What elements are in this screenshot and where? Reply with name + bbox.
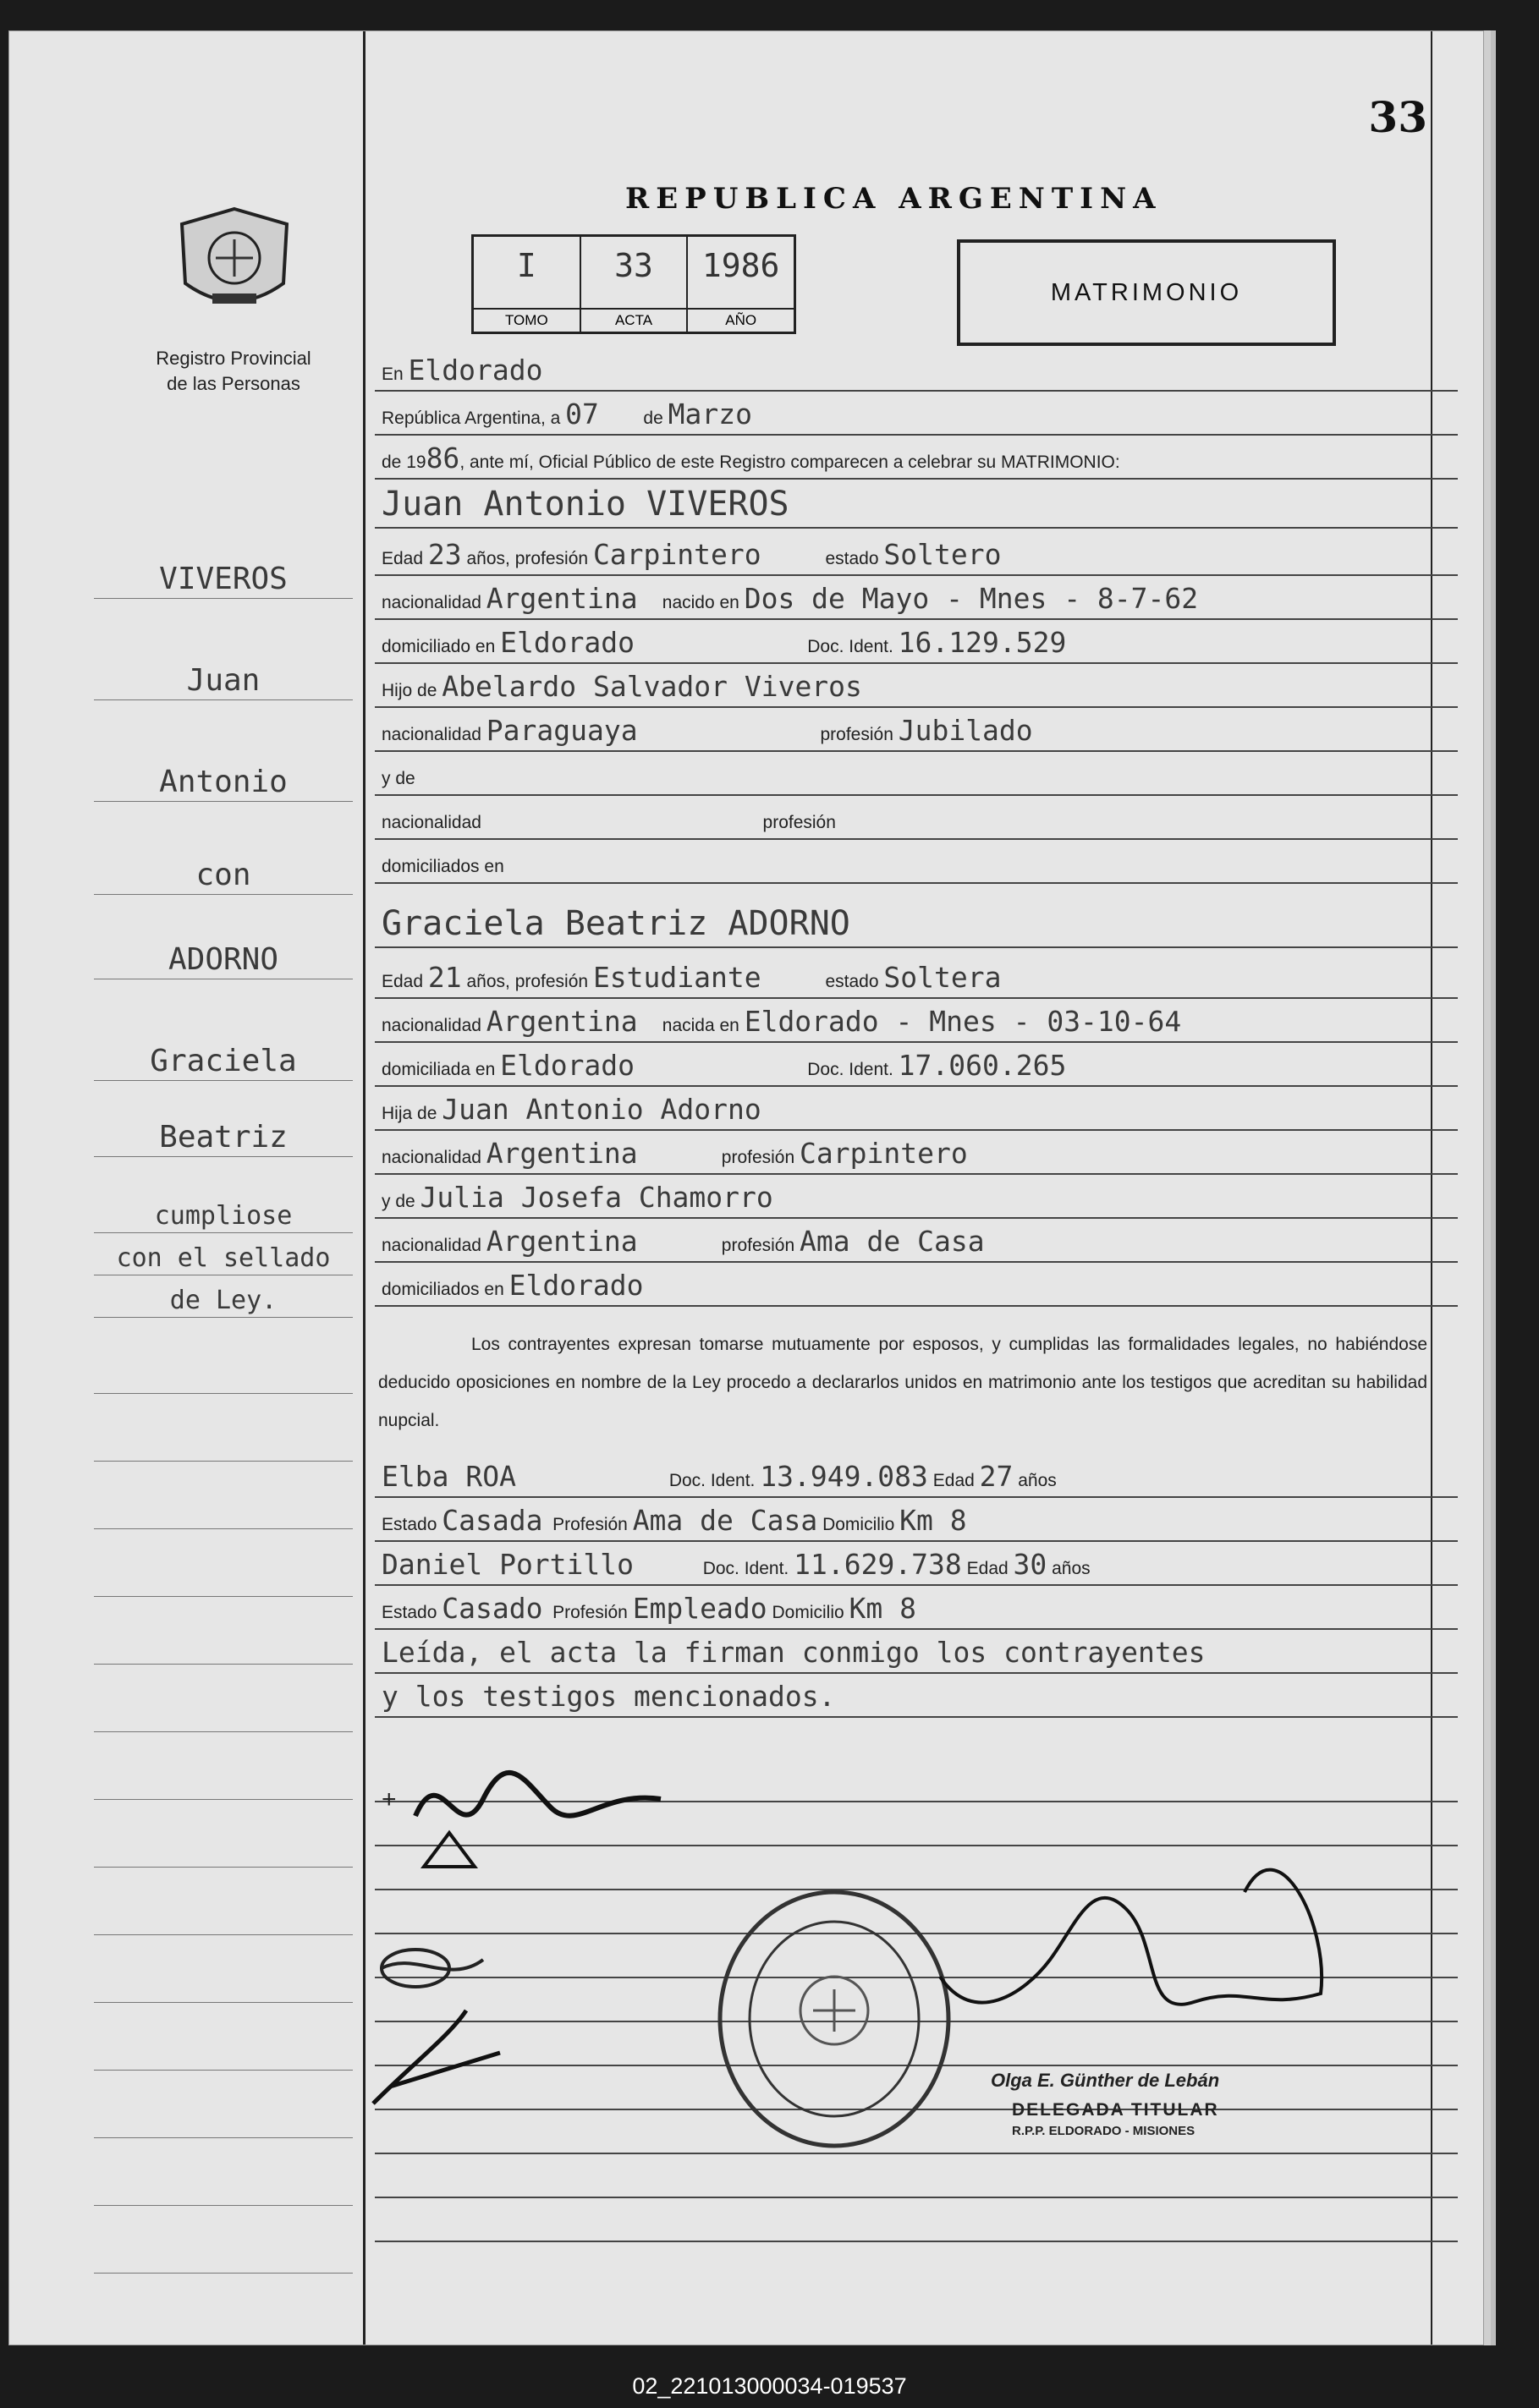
official-signature-icon: [923, 1824, 1346, 2078]
margin-note: Antonio: [94, 759, 353, 802]
acta-value: 33: [614, 247, 653, 284]
bride-dom-row: domiciliada en Eldorado Doc. Ident. 17.060.265: [375, 1041, 1458, 1087]
groom-name: Juan Antonio VIVEROS: [382, 485, 789, 524]
official-name: Olga E. Günther de Lebán: [991, 2070, 1220, 2091]
witness1-row: Elba ROA Doc. Ident. 13.949.083 Edad 27 años: [375, 1452, 1458, 1498]
groom-mother-row: y de: [375, 750, 1458, 796]
country-title: REPUBLICA ARGENTINA: [625, 182, 1162, 216]
bride-father-row: Hija de Juan Antonio Adorno: [375, 1085, 1458, 1131]
registry-line-1: Registro Provincial: [156, 348, 311, 369]
bride-age-row: Edad 21 años, profesión Estudiante estado Soltera: [375, 953, 1458, 999]
margin-note: de Ley.: [94, 1275, 353, 1318]
ano-label: AÑO: [688, 308, 794, 332]
registry-name: [94, 346, 373, 397]
closing-row-2: y los testigos mencionados.: [375, 1672, 1458, 1718]
bride-name-row: [375, 902, 1458, 948]
groom-dom-row: domiciliado en Eldorado Doc. Ident. 16.129.529: [375, 618, 1458, 664]
groom-name-row: [375, 483, 1458, 529]
margin-note: con el sellado: [94, 1232, 353, 1275]
bride-parents-dom-row: domiciliados en Eldorado: [375, 1261, 1458, 1307]
province-seal-icon: [172, 206, 297, 319]
bride-mother-row: y de Julia Josefa Chamorro: [375, 1173, 1458, 1219]
witness2-row: Daniel Portillo Doc. Ident. 11.629.738 Edad 30 años: [375, 1540, 1458, 1586]
groom-parents-dom-row: domiciliados en: [375, 838, 1458, 884]
witness-signatures-icon: [365, 1934, 551, 2120]
witness2-detail-row: Estado Casado Profesión Empleado Domicilio Km 8: [375, 1584, 1458, 1630]
date-row: República Argentina, a 07 de Marzo: [375, 390, 1458, 436]
bride-mother-nat-row: nacionalidad Argentina profesión Ama de Casa: [375, 1217, 1458, 1263]
groom-father-row: Hijo de Abelardo Salvador Viveros: [375, 662, 1458, 708]
registry-stamp-icon: [712, 1884, 957, 2154]
margin-note: cumpliose: [94, 1190, 353, 1233]
margin-note: con: [94, 852, 353, 895]
declaration-text: Los contrayentes expresan tomarse mutuamente por esposos, y cumplidas las formalidades legales, no habiéndose deducido oposiciones en nombre de la Ley procedo a declararlos unidos en matrimonio ante los testigos que acreditan su habilidad nupcial.: [378, 1335, 1427, 1430]
register-page: [8, 30, 1484, 2345]
groom-age-row: Edad 23 años, profesión Carpintero estado Soltero: [375, 530, 1458, 576]
official-office: R.P.P. ELDORADO - MISIONES: [1012, 2124, 1195, 2138]
groom-signature-icon: [382, 1748, 703, 1875]
ano-value: 1986: [701, 247, 780, 284]
bride-father-nat-row: nacionalidad Argentina profesión Carpintero: [375, 1129, 1458, 1175]
margin-note: Beatriz: [94, 1114, 353, 1157]
image-id-caption: 02_221013000034-019537: [632, 2373, 907, 2399]
bride-name: Graciela Beatriz ADORNO: [382, 904, 850, 943]
margin-note: Graciela: [94, 1038, 353, 1081]
bride-nat-row: nacionalidad Argentina nacida en Eldorado - Mnes - 03-10-64: [375, 997, 1458, 1043]
margin-note: Juan: [94, 657, 353, 700]
closing-row-1: Leída, el acta la firman conmigo los contrayentes: [375, 1628, 1458, 1674]
official-title: DELEGADA TITULAR: [1012, 2100, 1219, 2120]
groom-nat-row: nacionalidad Argentina nacido en Dos de Mayo - Mnes - 8-7-62: [375, 574, 1458, 620]
place-row: En Eldorado: [375, 346, 1458, 392]
margin-note: VIVEROS: [94, 556, 353, 599]
intro-row: de 1986, ante mí, Oficial Público de este Registro comparecen a celebrar su MATRIMONIO:: [375, 434, 1458, 480]
tomo-value: I: [516, 247, 536, 284]
witness1-detail-row: Estado Casada Profesión Ama de Casa Domicilio Km 8: [375, 1496, 1458, 1542]
registry-line-2: de las Personas: [167, 373, 300, 394]
groom-mother-nat-row: nacionalidad profesión: [375, 794, 1458, 840]
matrimonio-box: MATRIMONIO: [957, 239, 1336, 346]
tomo-label: TOMO: [474, 308, 580, 332]
svg-text:+: +: [382, 1785, 397, 1813]
margin-note: ADORNO: [94, 936, 353, 979]
record-box: [471, 234, 796, 334]
acta-label: ACTA: [581, 308, 687, 332]
page-number: 33: [1368, 92, 1427, 142]
groom-father-nat-row: nacionalidad Paraguaya profesión Jubilado: [375, 706, 1458, 752]
